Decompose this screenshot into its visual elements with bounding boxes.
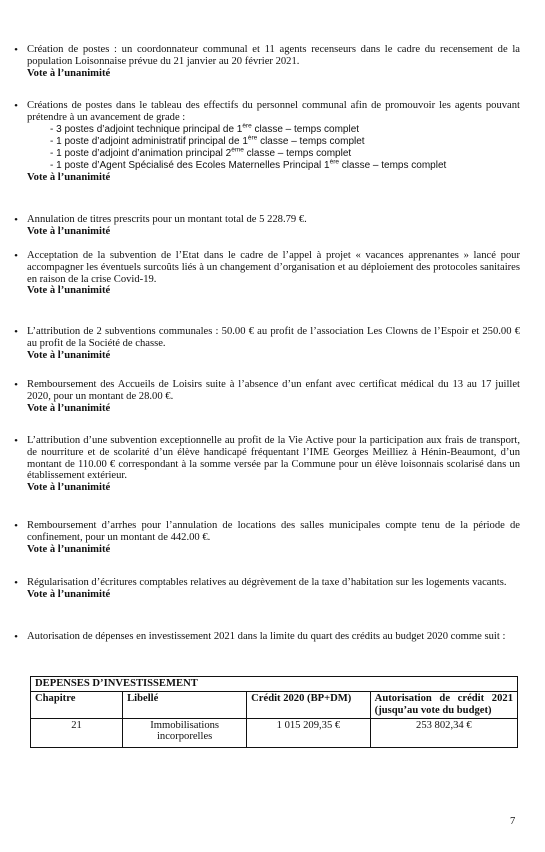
column-header-credit: Crédit 2020 (BP+DM) — [247, 692, 371, 719]
item-text: Remboursement d’arrhes pour l’annulation de locations des salles municipales compte tenu de la période de confinement, pour un montant de 442.00 €. — [27, 520, 520, 543]
agenda-item-vie-active — [8, 435, 520, 494]
post-list — [50, 124, 520, 172]
item-text: Remboursement des Accueils de Loisirs suite à l’absence d’un enfant avec certificat médical du 13 au 17 juillet 2020, pour un montant de 28.00 €. — [27, 379, 520, 402]
agenda-item-creations-postes — [8, 100, 520, 184]
agenda-item-remboursement-arrhes — [8, 520, 520, 556]
item-text: L’attribution de 2 subventions communales : 50.00 € au profit de l’association Les Clowns de l’Espoir et 250.00 € au profit de la Société de chasse. — [27, 326, 520, 349]
bullet-icon: • — [14, 520, 18, 532]
bullet-icon: • — [14, 326, 18, 338]
table-row — [31, 719, 518, 748]
vote-result: Vote à l’unanimité — [27, 482, 111, 494]
bullet-icon: • — [14, 100, 18, 112]
bullet-icon: • — [14, 250, 18, 262]
table-header-row — [31, 692, 518, 719]
bullet-icon: • — [14, 435, 18, 447]
item-text: Création de postes : un coordonnateur communal et 11 agents recenseurs dans le cadre du recensement de la population Loisonnaise prévue du 21 janvier au 20 février 2021. — [27, 44, 520, 67]
agenda-item-depenses-investissement — [8, 631, 520, 643]
vote-result: Vote à l’unanimité — [27, 349, 111, 361]
item-text: Annulation de titres prescrits pour un montant total de 5 228.79 €. — [27, 214, 307, 225]
vote-result: Vote à l’unanimité — [27, 67, 111, 79]
bullet-icon: • — [14, 379, 18, 391]
cell-libelle: Immobilisations incorporelles — [123, 719, 247, 748]
column-header-autorisation: Autorisation de crédit 2021 (jusqu’au vote du budget) — [370, 692, 517, 719]
item-text: L’attribution d’une subvention exceptionnelle au profit de la Vie Active pour la participation aux frais de transport, de nourriture et de scolarité d’un élève handicapé fréquentant l’IME Georges Meilliez à Hénin-Beaumont, d’un montant de 110.00 € correspondant à la somme versée par la Commune pour un élève loisonnais scolarisé dans un établissement extérieur. — [27, 435, 520, 482]
cell-chapitre: 21 — [31, 719, 123, 748]
investment-table — [30, 676, 518, 748]
agenda-item-regularisation — [8, 577, 520, 601]
item-text: Acceptation de la subvention de l’Etat dans le cadre de l’appel à projet « vacances apprenantes » lancé pour accompagner les éventuels surcoûts liés à un changement d’organisation et au déploiement des protocoles sanitaires en raison de la crise Covid-19. — [27, 250, 520, 285]
agenda-item-subventions-communales — [8, 326, 520, 362]
agenda-item-vacances-apprenantes — [8, 250, 520, 297]
bullet-icon: • — [14, 214, 18, 226]
bullet-icon: • — [14, 577, 18, 589]
post-list-item: - 1 poste d’Agent Spécialisé des Ecoles Maternelles Principal 1ère classe – temps complet — [50, 158, 447, 171]
cell-autorisation: 253 802,34 € — [370, 719, 517, 748]
agenda-item-annulation-titres — [8, 214, 520, 238]
page-number: 7 — [510, 816, 516, 827]
column-header-chapitre: Chapitre — [31, 692, 123, 719]
vote-result: Vote à l’unanimité — [27, 225, 111, 237]
vote-result: Vote à l’unanimité — [27, 543, 111, 555]
cell-credit: 1 015 209,35 € — [247, 719, 371, 748]
bullet-icon: • — [14, 44, 18, 56]
post-list-item: - 3 postes d’adjoint technique principal de 1ère classe – temps complet — [50, 122, 360, 135]
post-list-item: - 1 poste d’adjoint administratif principal de 1ère classe – temps complet — [50, 134, 365, 147]
vote-result: Vote à l’unanimité — [27, 285, 111, 297]
item-text: Autorisation de dépenses en investissement 2021 dans la limite du quart des crédits au budget 2020 comme suit : — [27, 631, 506, 642]
agenda-item-accueils-loisirs — [8, 379, 520, 415]
item-text: Créations de postes dans le tableau des effectifs du personnel communal afin de promouvoir les agents pouvant prétendre à un avancement de grade : — [27, 100, 520, 123]
agenda-item-recensement — [8, 44, 520, 80]
column-header-libelle: Libellé — [123, 692, 247, 719]
table-title: DEPENSES D’INVESTISSEMENT — [31, 677, 518, 692]
vote-result: Vote à l’unanimité — [27, 588, 111, 600]
bullet-icon: • — [14, 631, 18, 643]
vote-result: Vote à l’unanimité — [27, 171, 111, 183]
vote-result: Vote à l’unanimité — [27, 402, 111, 414]
item-text: Régularisation d’écritures comptables relatives au dégrèvement de la taxe d’habitation sur les logements vacants. — [27, 577, 507, 588]
post-list-item: - 1 poste d’adjoint d’animation principal 2ème classe – temps complet — [50, 146, 352, 159]
